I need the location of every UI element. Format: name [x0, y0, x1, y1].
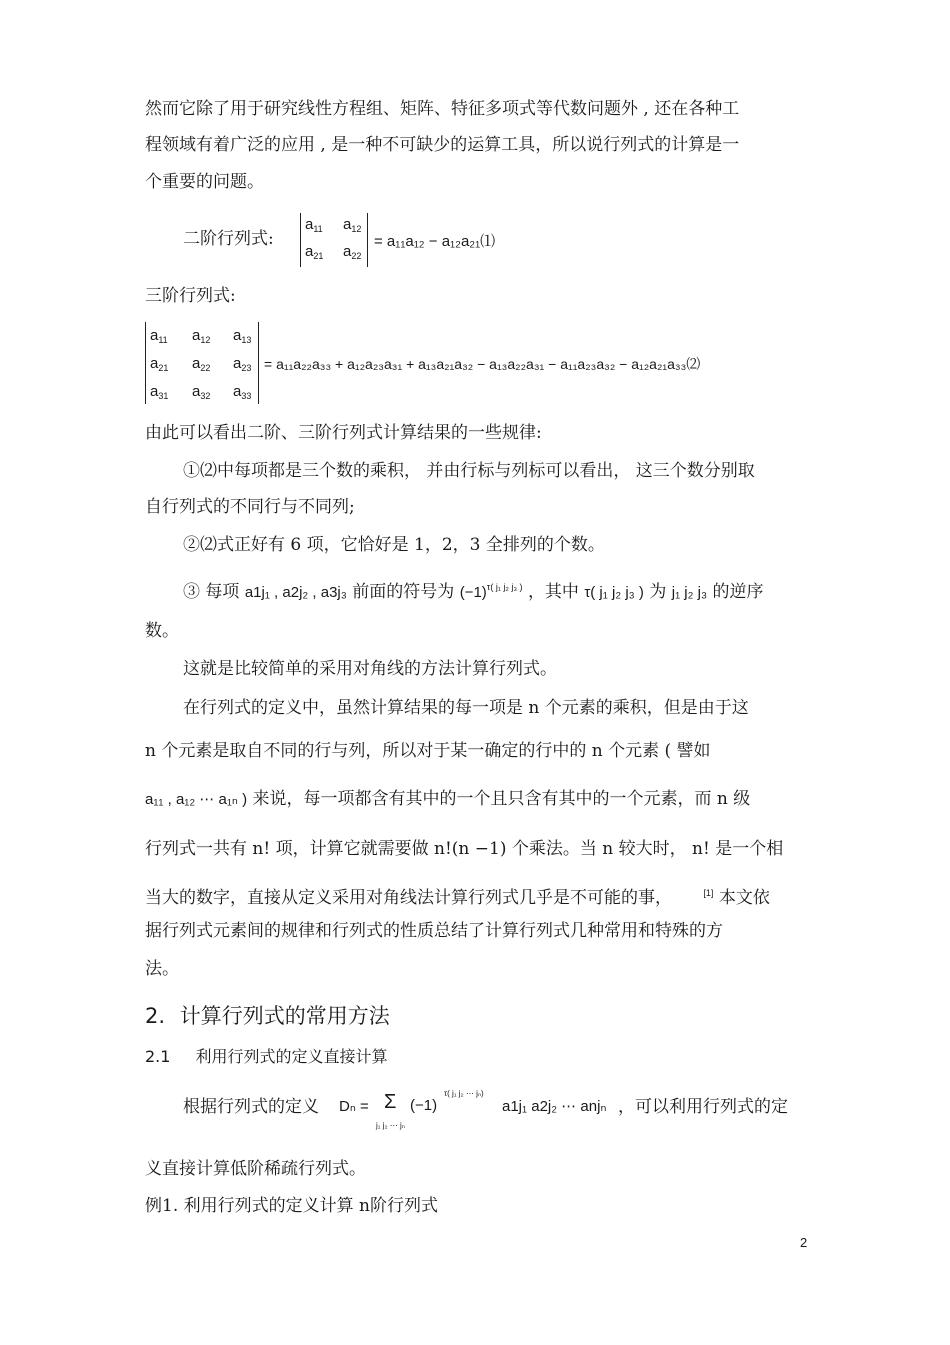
section-2-1-number: 2.1	[145, 1047, 171, 1066]
rule-3-text-a: ③ 每项	[183, 582, 240, 602]
formula-lhs: Dₙ =	[339, 1098, 369, 1115]
para-def-line-4: 行列式一共有 n! 项，计算它就需要做 n!(n −1) 个乘法。当 n 较大时， n! 是一个相	[145, 839, 784, 859]
rule-3-terms: a1j₁ , a2j₂ , a3j₃	[244, 584, 347, 601]
matrix-entry: $a_{32}$	[192, 383, 211, 401]
para-def-line-6: 据行列式元素间的规律和行列式的性质总结了计算行列式几种常用和特殊的方	[145, 921, 723, 941]
citation-ref: [1]	[703, 888, 714, 898]
matrix-entry: $a_{13}$	[233, 327, 252, 345]
rule-3-sign: (−1)	[459, 584, 487, 601]
third-order-rhs: = a₁₁a₂₂a₃₃ + a₁₂a₂₃a₃₁ + a₁₃a₂₁a₃₂ − a₁₃a₂₂a₃₁ − a₁₁a₂₃a₃₂ − a₁₂a₂₁a₃₃⑵	[264, 356, 701, 372]
rule-3-text-c: ，其中	[527, 582, 579, 602]
para-def-math: a₁₁ , a₁₂ ⋯ a₁ₙ )	[145, 791, 248, 808]
rule-1-line-2: 自行列式的不同行与不同列;	[145, 497, 355, 517]
intro-line-3: 个重要的问题。	[145, 172, 264, 192]
rule-1-line-1: ①⑵中每项都是三个数的乘积， 并由行标与列标可以看出， 这三个数分别取	[183, 461, 755, 481]
formula-sign: (−1)	[410, 1097, 438, 1114]
para-def-line-3-text: 来说，每一项都含有其中的一个且只含有其中的一个元素，而 n 级	[252, 789, 751, 809]
para-def-line-2: n 个元素是取自不同的行与列，所以对于某一确定的行中的 n 个元素 ( 譬如	[145, 741, 711, 761]
rule-3-text-b: 前面的符号为	[352, 582, 455, 602]
para-def-line-5-tail: 本文依	[718, 888, 770, 908]
rule-2: ②⑵式正好有 6 项，它恰好是 1，2，3 全排列的个数。	[183, 535, 605, 555]
second-order-rhs: = a₁₁a₁₂ − a₁₂a₂₁⑴	[374, 233, 496, 250]
para-def-line-7: 法。	[145, 959, 179, 979]
rules-intro: 由此可以看出二阶、三阶行列式计算结果的一些规律:	[145, 423, 542, 443]
rule-3-text-d: 为	[649, 582, 667, 602]
para-def-line-3	[145, 788, 750, 811]
para-def-line-1: 在行列式的定义中，虽然计算结果的每一项是 n 个元素的乘积，但是由于这	[183, 698, 749, 718]
matrix-entry: $a_{31}$	[150, 383, 169, 401]
rule-3-line-1	[183, 576, 763, 604]
para-21-text-b: ，可以利用行列式的定	[618, 1097, 788, 1117]
rule-3-sign-exponent: τ( j₁ j₂ j₃ )	[486, 582, 523, 592]
matrix-entry: $a_{12}$	[192, 327, 211, 345]
matrix-entry: $a_{22}$	[343, 243, 362, 261]
para-def-line-5-text: 当大的数字，直接从定义采用对角线法计算行列式几乎是不可能的事，	[145, 888, 672, 908]
matrix-entry: $a_{11}$	[150, 327, 168, 345]
matrix-entry: $a_{21}$	[150, 355, 169, 373]
sigma-subscript: j₁ j₂ ⋯ jₙ	[376, 1121, 405, 1130]
matrix-entry: $a_{21}$	[305, 243, 324, 261]
matrix-entry: $a_{22}$	[192, 355, 211, 373]
section-2-heading	[145, 1000, 390, 1030]
formula-terms: a1j₁ a2j₂ ⋯ anjₙ	[502, 1098, 607, 1115]
para-21-line-2: 义直接计算低阶稀疏行列式。	[145, 1159, 366, 1179]
section-2-1-heading	[145, 1044, 388, 1067]
matrix-entry: $a_{11}$	[305, 216, 323, 234]
third-order-label: 三阶行列式:	[145, 286, 236, 306]
formula-sign-exponent: τ( j₁ j₂ ⋯ jₙ)	[444, 1089, 484, 1098]
second-order-label: 二阶行列式:	[183, 229, 274, 249]
section-2-title: 计算行列式的常用方法	[179, 1004, 390, 1028]
para-def-line-5	[145, 882, 770, 909]
matrix-entry: $a_{33}$	[233, 383, 252, 401]
intro-line-1: 然而它除了用于研究线性方程组、矩阵、特征多项式等代数问题外 , 还在各种工	[145, 99, 740, 119]
para-diagonal: 这就是比较简单的采用对角线的方法计算行列式。	[183, 659, 557, 679]
matrix-entry: $a_{23}$	[233, 355, 252, 373]
third-order-matrix	[145, 322, 259, 404]
rule-3-text-e: 的逆序	[712, 582, 764, 602]
rule-3-tau: τ( j₁ j₂ j₃ )	[584, 584, 644, 601]
page-number: 2	[800, 1235, 808, 1250]
rule-3-line-2: 数。	[145, 621, 179, 641]
section-2-number: 2.	[145, 1004, 166, 1028]
sigma-symbol: Σ	[384, 1091, 397, 1113]
intro-line-2: 程领域有着广泛的应用 , 是一种不可缺少的运算工具，所以说行列式的计算是一	[145, 135, 740, 155]
rule-3-perm: j₁ j₂ j₃	[671, 584, 708, 601]
second-order-matrix	[300, 213, 368, 267]
section-2-1-title: 利用行列式的定义直接计算	[195, 1047, 388, 1066]
matrix-entry: $a_{12}$	[343, 216, 362, 234]
example-1: 例1. 利用行列式的定义计算 n阶行列式	[145, 1196, 438, 1216]
para-21-text-a: 根据行列式的定义	[183, 1097, 319, 1117]
